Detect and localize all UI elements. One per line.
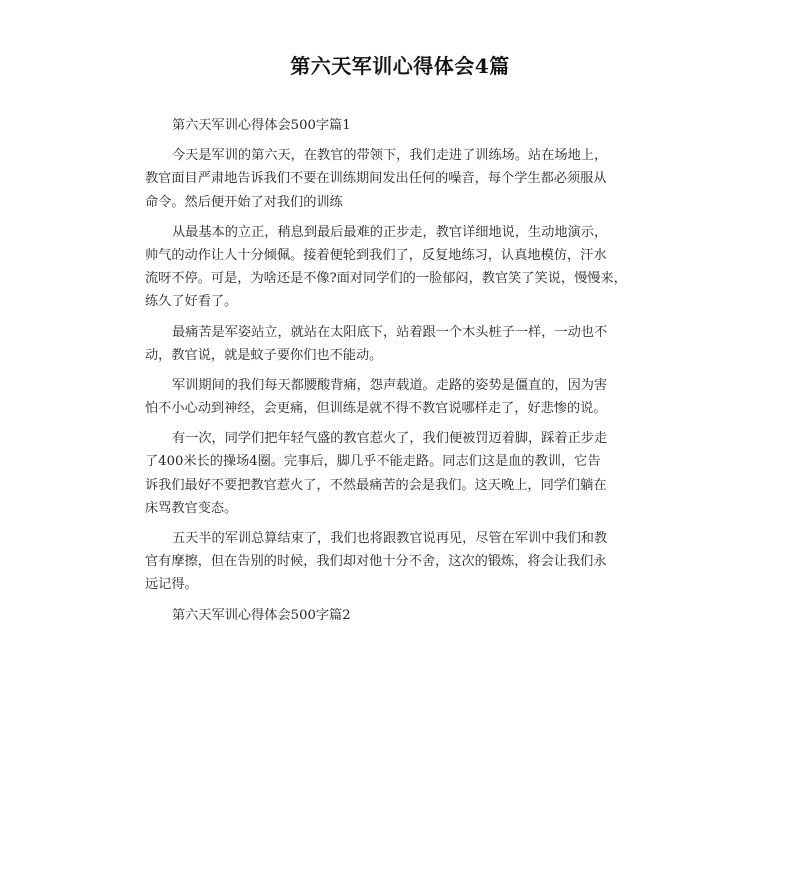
paragraph-line: 动，教官说，就是蚊子要你们也不能动。: [145, 347, 383, 363]
paragraph-line: 练久了好看了。: [145, 294, 238, 310]
paragraph-5: [145, 427, 665, 520]
section-heading-2: 第六天军训心得体会500字篇2: [172, 607, 351, 623]
paragraph-line: 教官面目严肃地告诉我们不要在训练期间发出任何的噪音，每个学生都必须服从: [145, 171, 607, 187]
paragraph-line: 诉我们最好不要把教官惹火了，不然最痛苦的会是我们。这天晚上，同学们躺在: [145, 477, 607, 493]
paragraph-line: 今天是军训的第六天，在教官的带领下，我们走进了训练场。站在场地上，: [172, 148, 608, 164]
document-title: 第六天军训心得体会4篇: [290, 54, 510, 78]
paragraph-line: 流呀不停。可是，为啥还是不像?面对同学们的一脸郁闷，教官笑了笑说，慢慢来，: [145, 271, 627, 287]
paragraph-4: [145, 374, 665, 420]
paragraph-1: [145, 144, 665, 214]
paragraph-line: 床骂教官变态。: [145, 500, 238, 516]
paragraph-line: 远记得。: [145, 577, 198, 593]
paragraph-line: 五天半的军训总算结束了，我们也将跟教官说再见，尽管在军训中我们和教: [172, 531, 608, 546]
paragraph-6: [145, 527, 665, 597]
section-heading-1: 第六天军训心得体会500字篇1: [172, 118, 351, 133]
document-body: [145, 114, 665, 634]
paragraph-3: [145, 321, 665, 367]
paragraph-line: 了400米长的操场4圈。完事后，脚几乎不能走路。同志们这是血的教训，它告: [145, 454, 601, 470]
paragraph-line: 命令。然后便开始了对我们的训练: [145, 194, 343, 210]
paragraph-line: 官有摩擦，但在告别的时候，我们却对他十分不舍，这次的锻炼，将会让我们永: [145, 554, 607, 570]
paragraph-line: 最痛苦是军姿站立，就站在太阳底下，站着跟一个木头桩子一样，一动也不: [172, 324, 608, 340]
paragraph-line: 军训期间的我们每天都腰酸背痛，怨声载道。走路的姿势是僵直的，因为害: [172, 377, 608, 393]
paragraph-line: 从最基本的立正，稍息到最后最难的正步走，教官详细地说，生动地演示，: [172, 224, 608, 240]
paragraph-2: [145, 221, 665, 314]
paragraph-line: 怕不小心动到神经，会更痛，但训练是就不得不教官说哪样走了，好悲惨的说。: [145, 401, 607, 417]
paragraph-line: 有一次，同学们把年轻气盛的教官惹火了，我们便被罚迈着脚，踩着正步走: [172, 431, 608, 447]
paragraph-line: 帅气的动作让人十分倾佩。接着便轮到我们了，反复地练习，认真地模仿，汗水: [145, 247, 607, 263]
